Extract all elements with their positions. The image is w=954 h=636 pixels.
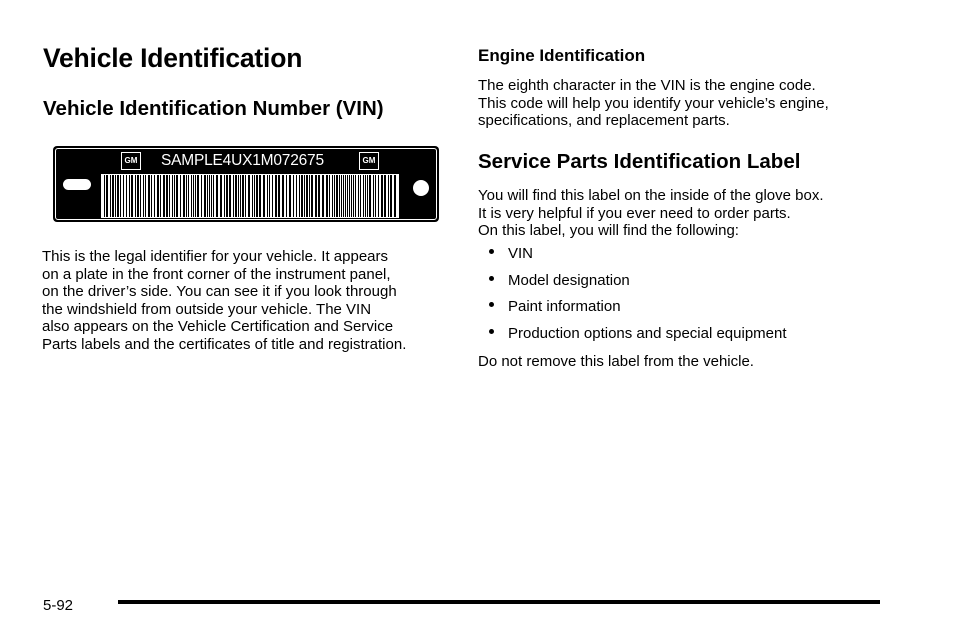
barcode-bar — [216, 175, 218, 217]
barcode-icon — [101, 174, 399, 218]
text-line: on a plate in the front corner of the instrument panel, — [42, 265, 391, 283]
vin-paragraph — [42, 248, 406, 353]
barcode-bar — [334, 175, 335, 217]
barcode-bar — [148, 175, 150, 217]
barcode-bar — [367, 175, 368, 217]
barcode-bar — [131, 175, 133, 217]
barcode-bar — [311, 175, 313, 217]
barcode-bar — [120, 175, 121, 217]
barcode-bar — [326, 175, 328, 217]
barcode-bar — [186, 175, 187, 217]
bullet-icon — [489, 329, 494, 334]
barcode-bar — [341, 175, 342, 217]
barcode-bar — [154, 175, 155, 217]
barcode-bar — [373, 175, 374, 217]
barcode-bar — [306, 175, 308, 217]
barcode-bar — [369, 175, 371, 217]
barcode-bar — [137, 175, 139, 217]
closing-note: Do not remove this label from the vehicle. — [478, 353, 754, 370]
list-item — [478, 271, 787, 298]
plate-vin-text: SAMPLE4UX1M072675 — [161, 152, 324, 169]
barcode-bar — [272, 175, 273, 217]
engine-heading: Engine Identification — [478, 46, 646, 65]
barcode-bar — [384, 175, 386, 217]
barcode-bar — [180, 175, 181, 217]
list-item-text: Model designation — [508, 271, 630, 289]
bullet-icon — [489, 249, 494, 254]
text-line: Parts labels and the certificates of title and registration. — [42, 335, 407, 353]
barcode-bar — [252, 175, 253, 217]
barcode-bar — [106, 175, 108, 217]
barcode-bar — [129, 175, 130, 217]
barcode-bar — [299, 175, 300, 217]
barcode-bar — [115, 175, 116, 217]
page-number: 5-92 — [43, 597, 74, 614]
barcode-bar — [195, 175, 196, 217]
barcode-bar — [353, 175, 354, 217]
barcode-bar — [278, 175, 280, 217]
barcode-bar — [343, 175, 344, 217]
barcode-bar — [245, 175, 246, 217]
barcode-bar — [322, 175, 324, 217]
list-item — [478, 324, 787, 351]
list-item-text: Production options and special equipment — [508, 325, 787, 343]
barcode-bar — [347, 175, 348, 217]
label-heading: Service Parts Identification Label — [478, 150, 801, 173]
barcode-bar — [254, 175, 255, 217]
barcode-bar — [204, 175, 206, 217]
barcode-bar — [275, 175, 277, 217]
barcode-bar — [193, 175, 194, 217]
barcode-bar — [267, 175, 268, 217]
barcode-bar — [229, 175, 231, 217]
barcode-bar — [238, 175, 239, 217]
barcode-bar — [135, 175, 136, 217]
barcode-bar — [188, 175, 189, 217]
barcode-bar — [355, 175, 356, 217]
barcode-bar — [211, 175, 212, 217]
vin-plate-illustration — [53, 146, 439, 222]
barcode-bar — [112, 175, 114, 217]
page-title: Vehicle Identification — [43, 43, 303, 73]
label-paragraph — [478, 187, 824, 240]
barcode-bar — [126, 175, 127, 217]
barcode-bar — [145, 175, 146, 217]
text-line: It is very helpful if you ever need to order parts. — [478, 204, 791, 222]
barcode-bar — [197, 175, 199, 217]
barcode-bar — [332, 175, 333, 217]
barcode-bar — [394, 175, 396, 217]
barcode-bar — [191, 175, 192, 217]
barcode-bar — [345, 175, 346, 217]
list-item — [478, 244, 787, 271]
barcode-bar — [201, 175, 202, 217]
bullet-icon — [489, 302, 494, 307]
barcode-bar — [209, 175, 210, 217]
engine-paragraph — [478, 77, 829, 130]
barcode-bar — [226, 175, 228, 217]
gm-logo-icon: GM — [121, 152, 141, 170]
barcode-bar — [183, 175, 185, 217]
barcode-bar — [315, 175, 317, 217]
text-line: This is the legal identifier for your vehicle. It appears — [42, 248, 389, 265]
barcode-bar — [349, 175, 350, 217]
barcode-bar — [304, 175, 305, 217]
barcode-bar — [233, 175, 234, 217]
barcode-bar — [388, 175, 389, 217]
bullet-icon — [489, 276, 494, 281]
label-contents-list — [478, 244, 787, 351]
text-line: You will find this label on the inside of the glove box. — [478, 187, 824, 204]
gm-logo-icon: GM — [359, 152, 379, 170]
text-line: the windshield from outside your vehicle. The VIN — [42, 300, 372, 318]
barcode-bar — [363, 175, 364, 217]
barcode-bar — [286, 175, 287, 217]
list-item-text: VIN — [508, 245, 534, 262]
barcode-bar — [365, 175, 366, 217]
barcode-bar — [163, 175, 165, 217]
footer-rule — [118, 600, 880, 604]
barcode-bar — [104, 175, 105, 217]
barcode-bar — [289, 175, 291, 217]
list-item-text: Paint information — [508, 298, 621, 316]
barcode-bar — [240, 175, 241, 217]
barcode-bar — [375, 175, 376, 217]
text-line: also appears on the Vehicle Certification and Service — [42, 318, 394, 335]
text-line: This code will help you identify your vehicle’s engine, — [478, 94, 829, 112]
barcode-bar — [166, 175, 168, 217]
barcode-bar — [309, 175, 310, 217]
list-item — [478, 297, 787, 324]
barcode-bar — [224, 175, 225, 217]
barcode-bar — [360, 175, 361, 217]
barcode-bar — [339, 175, 340, 217]
barcode-bar — [318, 175, 320, 217]
barcode-bar — [157, 175, 159, 217]
barcode-bar — [390, 175, 392, 217]
barcode-bar — [176, 175, 178, 217]
barcode-bar — [143, 175, 144, 217]
text-line: On this label, you will find the following: — [478, 222, 739, 239]
barcode-bar — [351, 175, 352, 217]
barcode-bar — [263, 175, 265, 217]
barcode-bar — [296, 175, 297, 217]
barcode-bar — [172, 175, 173, 217]
vin-heading: Vehicle Identification Number (VIN) — [43, 97, 384, 120]
barcode-bar — [242, 175, 244, 217]
barcode-bar — [336, 175, 338, 217]
plate-hole — [413, 180, 429, 196]
barcode-bar — [293, 175, 294, 217]
barcode-bar — [169, 175, 170, 217]
barcode-bar — [358, 175, 359, 217]
barcode-bar — [160, 175, 161, 217]
barcode-bar — [269, 175, 270, 217]
barcode-bar — [110, 175, 111, 217]
barcode-bar — [235, 175, 237, 217]
barcode-bar — [140, 175, 141, 217]
text-line: on the driver’s side. You can see it if you look through — [42, 283, 397, 300]
barcode-bar — [282, 175, 284, 217]
text-line: specifications, and replacement parts. — [478, 112, 730, 129]
text-line: The eighth character in the VIN is the engine code. — [478, 77, 816, 94]
barcode-bar — [248, 175, 250, 217]
barcode-bar — [151, 175, 152, 217]
barcode-bar — [259, 175, 261, 217]
barcode-bar — [123, 175, 124, 217]
barcode-bar — [301, 175, 303, 217]
barcode-bar — [213, 175, 214, 217]
barcode-bar — [117, 175, 119, 217]
barcode-bar — [207, 175, 208, 217]
barcode-bar — [220, 175, 222, 217]
barcode-bar — [381, 175, 383, 217]
plate-slot — [63, 179, 91, 190]
barcode-bar — [378, 175, 379, 217]
barcode-bar — [256, 175, 258, 217]
barcode-bar — [329, 175, 330, 217]
barcode-bar — [174, 175, 175, 217]
